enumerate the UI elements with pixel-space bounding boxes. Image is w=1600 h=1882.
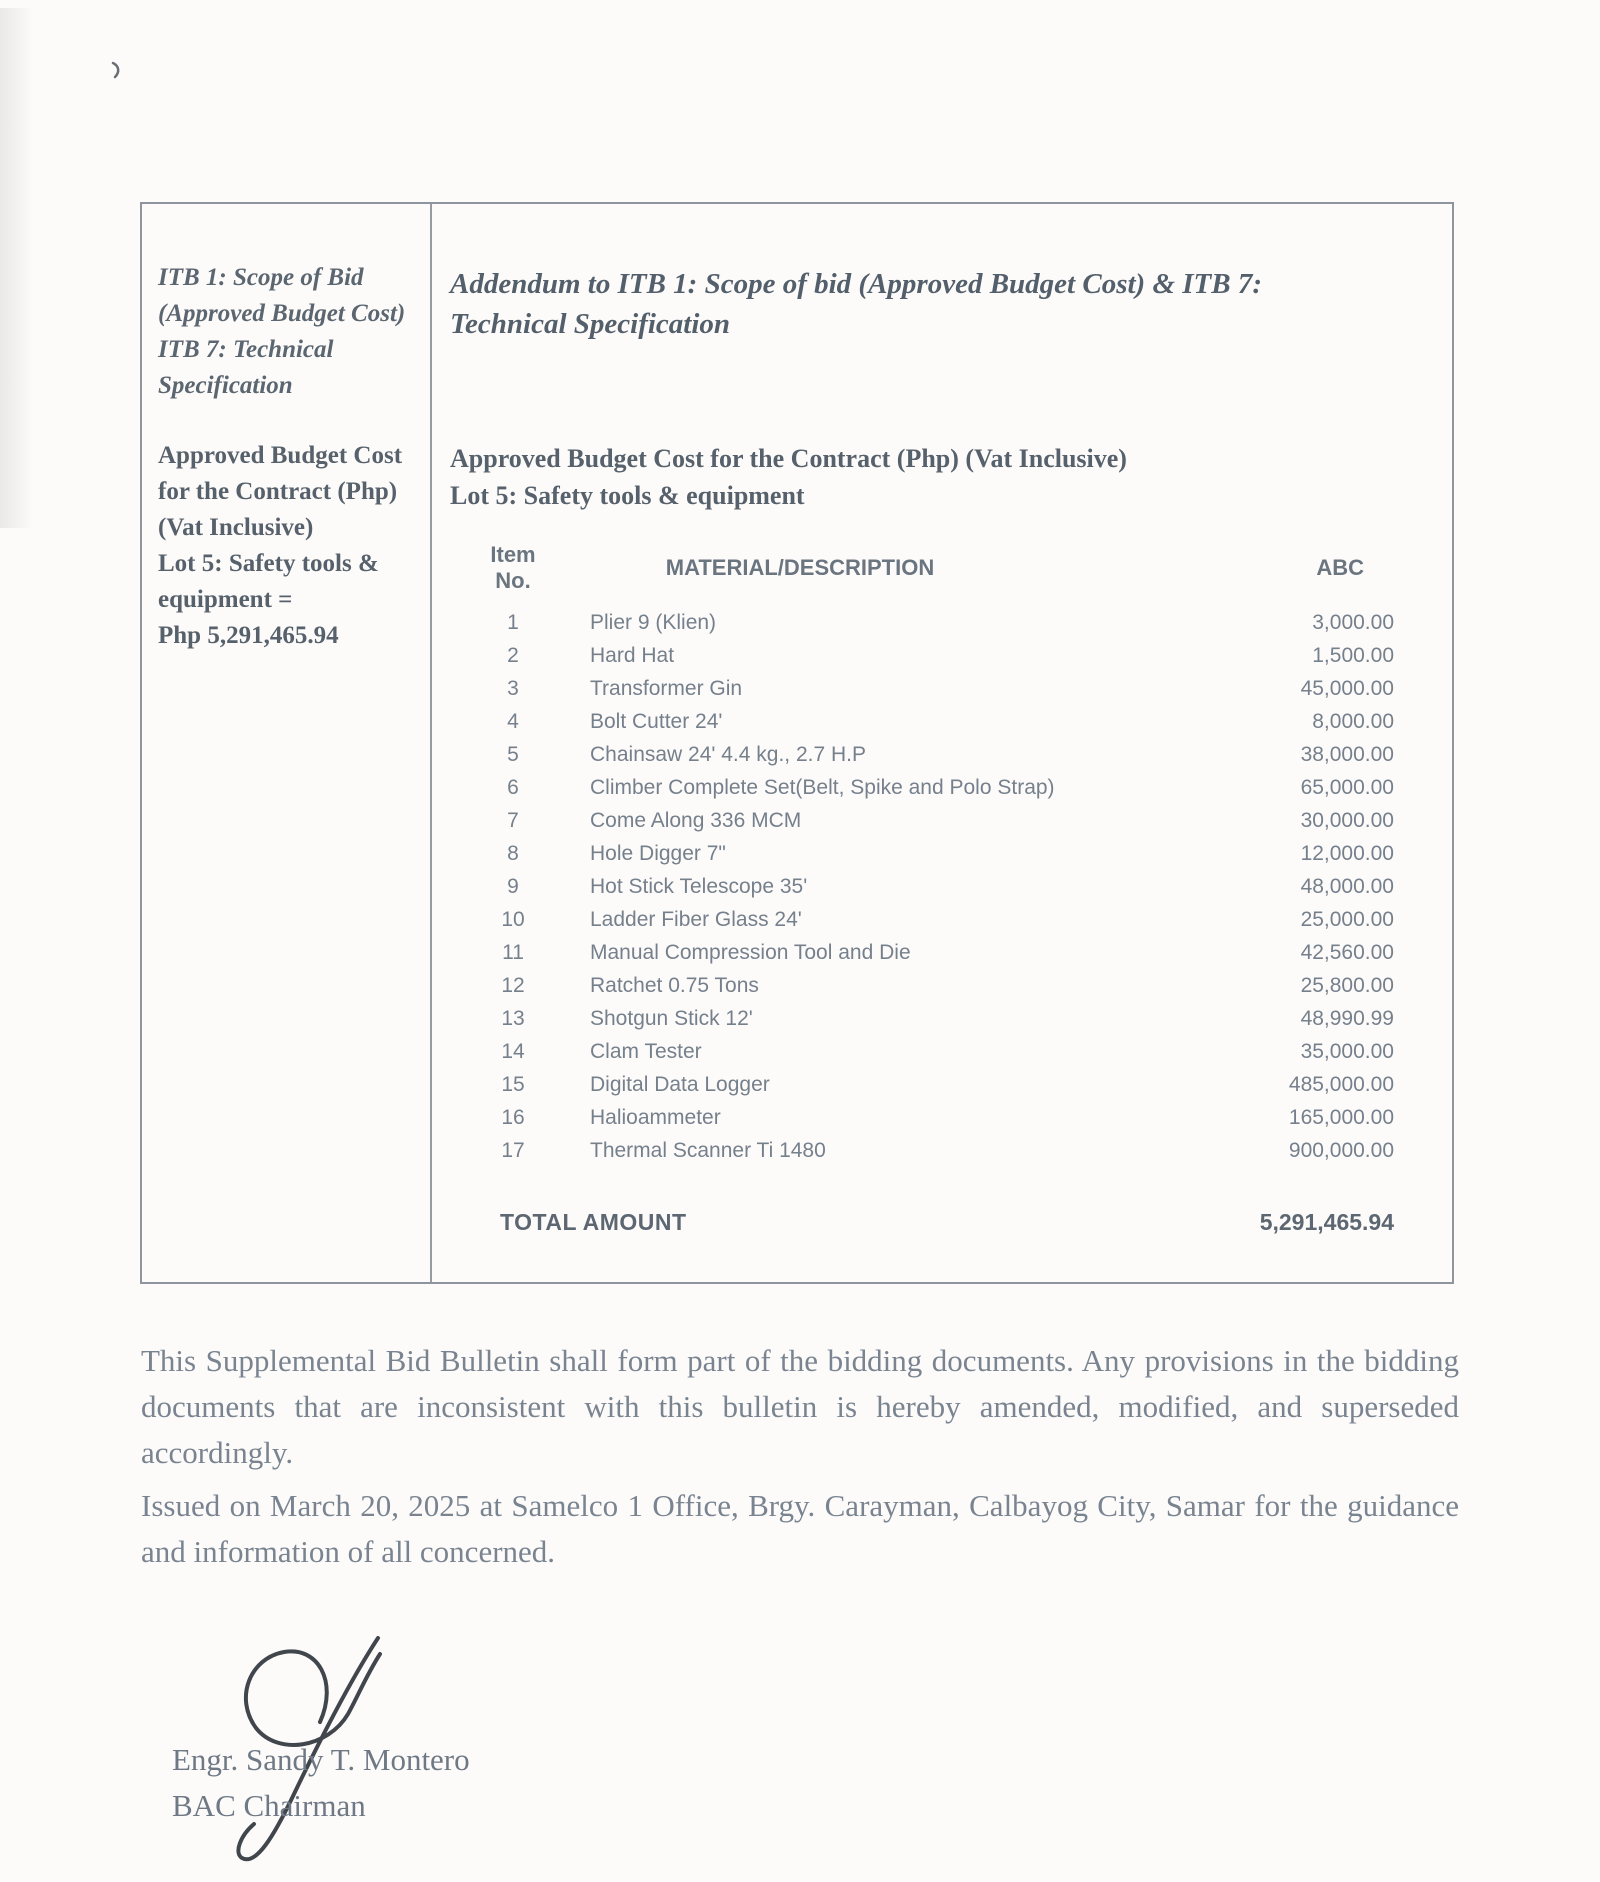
table-right-cell bbox=[432, 204, 1452, 1282]
header-abc: ABC bbox=[1316, 555, 1364, 580]
right-abc-line: Approved Budget Cost for the Contract (Php) (Vat Inclusive) bbox=[450, 444, 1127, 473]
issuance-paragraph: Issued on March 20, 2025 at Samelco 1 Office, Brgy. Carayman, Calbayog City, Samar for the guidance and information of all concerned. bbox=[141, 1488, 1459, 1569]
item-number: 2 bbox=[507, 644, 519, 667]
item-abc-amount: 25,000.00 bbox=[1300, 908, 1394, 931]
item-row bbox=[450, 1101, 1452, 1134]
item-abc-amount: 165,000.00 bbox=[1288, 1106, 1394, 1129]
item-description: Halioammeter bbox=[590, 1106, 721, 1129]
item-abc-amount: 38,000.00 bbox=[1300, 743, 1394, 766]
left-abc-block bbox=[158, 438, 422, 654]
itb-reference: ITB 1: Scope of Bid (Approved Budget Cost) ITB 7: Technical Specification bbox=[158, 264, 406, 399]
item-description: Climber Complete Set(Belt, Spike and Polo Strap) bbox=[590, 776, 1055, 799]
item-number: 4 bbox=[507, 710, 519, 733]
item-row bbox=[450, 1002, 1452, 1035]
item-description: Manual Compression Tool and Die bbox=[590, 941, 911, 964]
item-number: 7 bbox=[507, 809, 519, 832]
item-row bbox=[450, 936, 1452, 969]
item-number: 10 bbox=[501, 908, 525, 931]
item-abc-amount: 25,800.00 bbox=[1300, 974, 1394, 997]
item-abc-amount: 45,000.00 bbox=[1300, 677, 1394, 700]
item-row bbox=[450, 738, 1452, 771]
items-body bbox=[450, 606, 1452, 1167]
table-left-cell bbox=[142, 204, 432, 1282]
item-number: 6 bbox=[507, 776, 519, 799]
item-description: Bolt Cutter 24' bbox=[590, 710, 723, 733]
item-abc-amount: 35,000.00 bbox=[1300, 1040, 1394, 1063]
addendum-heading: Addendum to ITB 1: Scope of bid (Approved Budget Cost) & ITB 7: Technical Specification bbox=[450, 268, 1262, 340]
item-number: 5 bbox=[507, 743, 519, 766]
item-number: 12 bbox=[501, 974, 525, 997]
item-row bbox=[450, 870, 1452, 903]
right-subheading bbox=[450, 440, 1452, 514]
item-number: 13 bbox=[501, 1007, 525, 1030]
items-header-row bbox=[450, 542, 1452, 594]
item-description: Digital Data Logger bbox=[590, 1073, 770, 1096]
item-abc-amount: 3,000.00 bbox=[1312, 611, 1394, 634]
total-amount: 5,291,465.94 bbox=[1259, 1209, 1394, 1235]
header-item-no: Item No. bbox=[490, 542, 536, 593]
header-description: MATERIAL/DESCRIPTION bbox=[665, 555, 935, 580]
item-row bbox=[450, 639, 1452, 672]
item-row bbox=[450, 1134, 1452, 1167]
item-description: Plier 9 (Klien) bbox=[590, 611, 717, 634]
left-abc-heading: Approved Budget Cost for the Contract (Php) (Vat Inclusive) bbox=[158, 442, 403, 541]
item-row bbox=[450, 705, 1452, 738]
signatory-title: BAC Chairman bbox=[172, 1788, 366, 1823]
item-number: 3 bbox=[507, 677, 519, 700]
item-description: Thermal Scanner Ti 1480 bbox=[590, 1139, 826, 1162]
stray-pen-mark bbox=[110, 60, 126, 80]
item-row bbox=[450, 672, 1452, 705]
item-number: 8 bbox=[507, 842, 519, 865]
item-number: 17 bbox=[501, 1139, 525, 1162]
item-row bbox=[450, 606, 1452, 639]
left-lot-line: Lot 5: Safety tools & equipment = bbox=[158, 550, 379, 613]
item-abc-amount: 900,000.00 bbox=[1288, 1139, 1394, 1162]
item-description: Hole Digger 7" bbox=[590, 842, 726, 865]
item-number: 14 bbox=[501, 1040, 525, 1063]
item-row bbox=[450, 1035, 1452, 1068]
item-number: 16 bbox=[501, 1106, 525, 1129]
item-row bbox=[450, 771, 1452, 804]
item-description: Chainsaw 24' 4.4 kg., 2.7 H.P bbox=[590, 743, 866, 766]
item-row bbox=[450, 804, 1452, 837]
scan-edge-artifact bbox=[0, 8, 34, 528]
item-description: Clam Tester bbox=[590, 1040, 702, 1063]
item-abc-amount: 42,560.00 bbox=[1300, 941, 1394, 964]
total-label: TOTAL AMOUNT bbox=[500, 1209, 687, 1235]
item-abc-amount: 65,000.00 bbox=[1300, 776, 1394, 799]
item-number: 15 bbox=[501, 1073, 525, 1096]
item-abc-amount: 30,000.00 bbox=[1300, 809, 1394, 832]
item-abc-amount: 485,000.00 bbox=[1288, 1073, 1394, 1096]
item-row bbox=[450, 1068, 1452, 1101]
item-row bbox=[450, 837, 1452, 870]
item-abc-amount: 8,000.00 bbox=[1312, 710, 1394, 733]
item-row bbox=[450, 903, 1452, 936]
item-number: 11 bbox=[502, 941, 524, 964]
item-number: 9 bbox=[507, 875, 519, 898]
items-table bbox=[450, 542, 1452, 1236]
signatory-name: Engr. Sandy T. Montero bbox=[172, 1742, 470, 1777]
item-abc-amount: 12,000.00 bbox=[1300, 842, 1394, 865]
item-description: Hot Stick Telescope 35' bbox=[590, 875, 808, 898]
item-abc-amount: 1,500.00 bbox=[1312, 644, 1394, 667]
item-description: Ratchet 0.75 Tons bbox=[590, 974, 759, 997]
item-abc-amount: 48,990.99 bbox=[1300, 1007, 1394, 1030]
item-row bbox=[450, 969, 1452, 1002]
bulletin-provision-paragraph: This Supplemental Bid Bulletin shall form part of the bidding documents. Any provisions in the bidding documents that are inconsistent with this bulletin is hereby amended, modified, and superseded accordingly. bbox=[141, 1343, 1459, 1470]
item-number: 1 bbox=[507, 611, 519, 634]
right-lot-line: Lot 5: Safety tools & equipment bbox=[450, 481, 805, 510]
left-amount-line: Php 5,291,465.94 bbox=[158, 622, 339, 649]
item-description: Shotgun Stick 12' bbox=[590, 1007, 753, 1030]
total-row bbox=[450, 1209, 1452, 1236]
item-description: Hard Hat bbox=[590, 644, 675, 667]
addendum-table bbox=[140, 202, 1454, 1284]
item-description: Come Along 336 MCM bbox=[590, 809, 802, 832]
item-description: Transformer Gin bbox=[590, 677, 743, 700]
item-description: Ladder Fiber Glass 24' bbox=[590, 908, 802, 931]
item-abc-amount: 48,000.00 bbox=[1300, 875, 1394, 898]
